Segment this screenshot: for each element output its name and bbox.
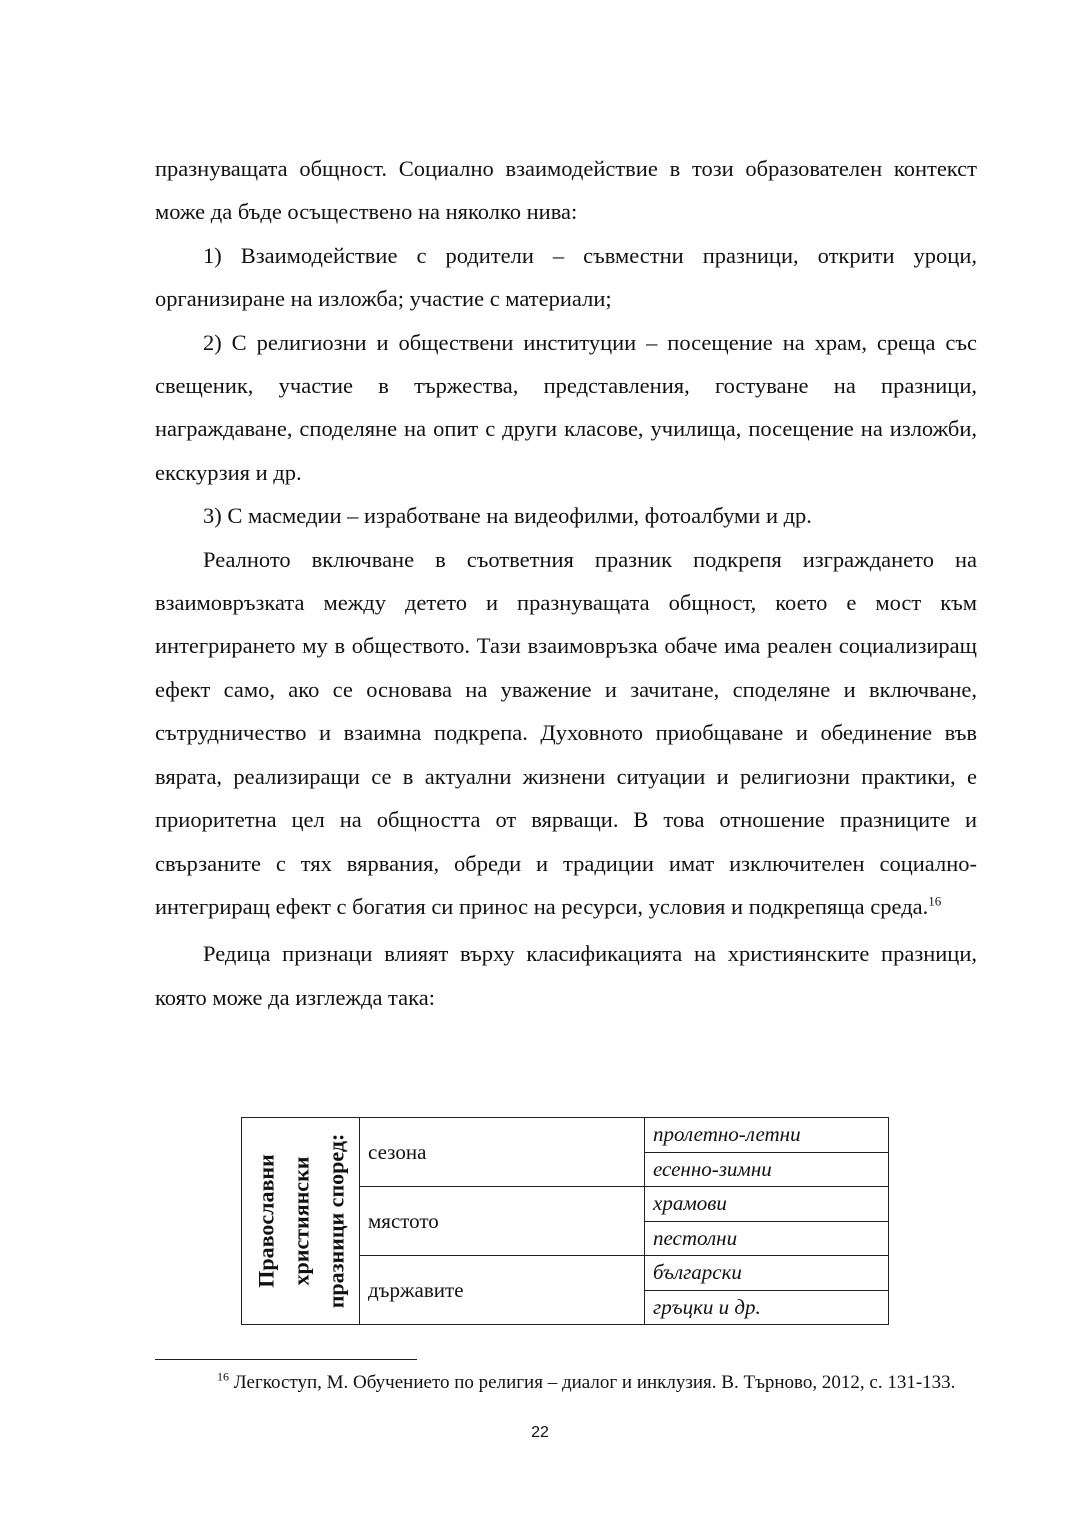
footnote-separator xyxy=(155,1359,417,1360)
paragraph-5 xyxy=(155,538,977,929)
paragraph-3: 2) С религиозни и обществени институции – посещение на храм, среща със свещеник, участие в тържества, представления, гостуване на празници, награждаване, споделяне на опит с други класове, училища, посещение на изложби, екскурзия и др. xyxy=(155,329,977,485)
criterion-cell: мястото xyxy=(360,1187,645,1256)
value-cell: български xyxy=(645,1256,889,1291)
classification-table xyxy=(241,1117,889,1325)
paragraph-4: 3) С масмедии – изработване на видеофилми, фотоалбуми и др. xyxy=(203,503,812,529)
table-side-header xyxy=(242,1118,360,1325)
paragraph-1: празнуващата общност. Социално взаимодействие в този образователен контекст може да бъде осъществено на няколко нива: xyxy=(155,156,977,225)
side-header-label: Православни християнски празници според: xyxy=(253,1133,348,1309)
value-cell: пролетно-летни xyxy=(645,1118,889,1153)
paragraph-6: Редица признаци влияят върху класификацията на християнските празници, която може да изглежда така: xyxy=(155,941,977,1010)
value-cell: храмови xyxy=(645,1187,889,1222)
paragraph-2: 1) Взаимодействие с родители – съвместни празници, открити уроци, организиране на изложба; участие с материали; xyxy=(155,242,977,312)
value-cell: есенно-зимни xyxy=(645,1152,889,1187)
page-number: 22 xyxy=(531,1424,549,1441)
table-row xyxy=(242,1118,889,1153)
footnote xyxy=(155,1369,977,1397)
footnote-number: 16 xyxy=(217,1369,229,1384)
footnote-text: Легкоступ, М. Обучението по религия – диалог и инклузия. В. Търново, 2012, с. 131-133. xyxy=(233,1372,956,1393)
value-cell: пестолни xyxy=(645,1221,889,1256)
paragraph-5-text: Реалното включване в съответния празник подкрепя изграждането на взаимовръзката между детето и празнуващата общност, което е мост към интегрирането му в обществото. Тази взаимовръзка обаче има реален социализиращ ефект само, ако се основава на уважение и зачитане, споделяне и включване, сътрудничество и взаимна подкрепа. Духовното приобщаване и обединение във вярата, реализиращи се в актуални жизнени ситуации и религиозни практики, е приоритетна цел на общността от вярващи. В това отношение празниците и свързаните с тях вярвания, обреди и традиции имат изключителен социално-интегриращ ефект с богатия си принос на ресурси, условия и подкрепяща среда. xyxy=(155,546,977,919)
value-cell: гръцки и др. xyxy=(645,1290,889,1325)
criterion-cell: държавите xyxy=(360,1256,645,1325)
body-text xyxy=(155,147,977,1019)
footnote-reference[interactable]: 16 xyxy=(928,893,942,909)
criterion-cell: сезона xyxy=(360,1118,645,1187)
